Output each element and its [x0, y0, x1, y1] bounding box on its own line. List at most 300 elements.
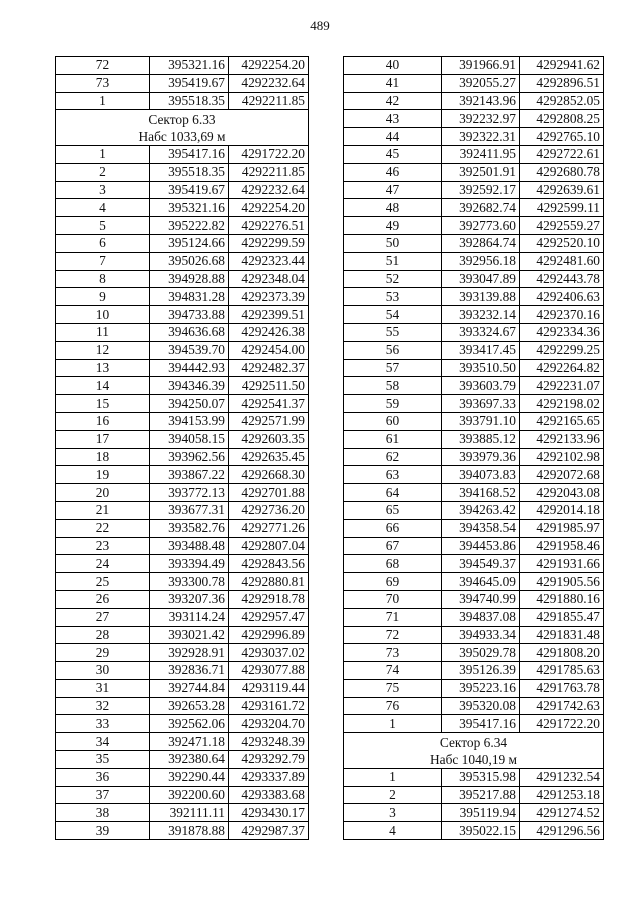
- coordinate-row: [56, 608, 309, 626]
- coordinate-row: [344, 359, 604, 377]
- coordinate-row: [56, 306, 309, 324]
- coordinate-row: [344, 74, 604, 92]
- x-coordinate-cell: 393867.22: [150, 466, 229, 484]
- x-coordinate-cell: 395321.16: [150, 57, 229, 75]
- point-number-cell: 1: [56, 92, 150, 110]
- y-coordinate-cell: 4292373.39: [229, 288, 309, 306]
- point-number-cell: 45: [344, 145, 442, 163]
- coordinate-row: [56, 804, 309, 822]
- y-coordinate-cell: 4292443.78: [520, 270, 604, 288]
- coordinate-row: [344, 555, 604, 573]
- coordinate-row: [344, 57, 604, 75]
- x-coordinate-cell: 392744.84: [150, 679, 229, 697]
- y-coordinate-cell: 4292211.85: [229, 92, 309, 110]
- point-number-cell: 44: [344, 128, 442, 146]
- coordinate-row: [344, 234, 604, 252]
- y-coordinate-cell: 4292771.26: [229, 519, 309, 537]
- point-number-cell: 62: [344, 448, 442, 466]
- x-coordinate-cell: 392928.91: [150, 644, 229, 662]
- y-coordinate-cell: 4291232.54: [520, 768, 604, 786]
- x-coordinate-cell: 395321.16: [150, 199, 229, 217]
- y-coordinate-cell: 4292454.00: [229, 341, 309, 359]
- y-coordinate-cell: 4292852.05: [520, 92, 604, 110]
- x-coordinate-cell: 394346.39: [150, 377, 229, 395]
- y-coordinate-cell: 4293204.70: [229, 715, 309, 733]
- y-coordinate-cell: 4292559.27: [520, 217, 604, 235]
- coordinates-table-right: [343, 56, 604, 840]
- point-number-cell: 17: [56, 430, 150, 448]
- point-number-cell: 61: [344, 430, 442, 448]
- point-number-cell: 6: [56, 234, 150, 252]
- point-number-cell: 75: [344, 679, 442, 697]
- coordinate-row: [344, 786, 604, 804]
- point-number-cell: 56: [344, 341, 442, 359]
- y-coordinate-cell: 4292072.68: [520, 466, 604, 484]
- point-number-cell: 24: [56, 555, 150, 573]
- x-coordinate-cell: 393488.48: [150, 537, 229, 555]
- point-number-cell: 57: [344, 359, 442, 377]
- x-coordinate-cell: 393114.24: [150, 608, 229, 626]
- coordinate-row: [56, 679, 309, 697]
- coordinate-row: [344, 519, 604, 537]
- x-coordinate-cell: 393582.76: [150, 519, 229, 537]
- x-coordinate-cell: 393232.14: [442, 306, 520, 324]
- point-number-cell: 18: [56, 448, 150, 466]
- coordinate-row: [56, 555, 309, 573]
- x-coordinate-cell: 393394.49: [150, 555, 229, 573]
- coordinate-row: [56, 715, 309, 733]
- y-coordinate-cell: 4293161.72: [229, 697, 309, 715]
- x-coordinate-cell: 395320.08: [442, 697, 520, 715]
- x-coordinate-cell: 394250.07: [150, 395, 229, 413]
- y-coordinate-cell: 4292701.88: [229, 484, 309, 502]
- y-coordinate-cell: 4292941.62: [520, 57, 604, 75]
- point-number-cell: 34: [56, 733, 150, 751]
- x-coordinate-cell: 395419.67: [150, 181, 229, 199]
- y-coordinate-cell: 4293430.17: [229, 804, 309, 822]
- point-number-cell: 43: [344, 110, 442, 128]
- coordinate-row: [344, 644, 604, 662]
- point-number-cell: 58: [344, 377, 442, 395]
- point-number-cell: 72: [344, 626, 442, 644]
- coordinate-row: [56, 786, 309, 804]
- x-coordinate-cell: 392773.60: [442, 217, 520, 235]
- point-number-cell: 14: [56, 377, 150, 395]
- y-coordinate-cell: 4292520.10: [520, 234, 604, 252]
- x-coordinate-cell: 394263.42: [442, 501, 520, 519]
- point-number-cell: 55: [344, 323, 442, 341]
- y-coordinate-cell: 4292987.37: [229, 822, 309, 840]
- point-number-cell: 38: [56, 804, 150, 822]
- point-number-cell: 8: [56, 270, 150, 288]
- coordinate-row: [56, 430, 309, 448]
- x-coordinate-cell: 392956.18: [442, 252, 520, 270]
- point-number-cell: 12: [56, 341, 150, 359]
- point-number-cell: 72: [56, 57, 150, 75]
- coordinate-row: [344, 341, 604, 359]
- point-number-cell: 33: [56, 715, 150, 733]
- point-number-cell: 1: [56, 145, 150, 163]
- x-coordinate-cell: 394442.93: [150, 359, 229, 377]
- coordinate-row: [344, 608, 604, 626]
- x-coordinate-cell: 394153.99: [150, 412, 229, 430]
- coordinate-row: [344, 590, 604, 608]
- y-coordinate-cell: 4291742.63: [520, 697, 604, 715]
- point-number-cell: 67: [344, 537, 442, 555]
- x-coordinate-cell: 392200.60: [150, 786, 229, 804]
- y-coordinate-cell: 4292014.18: [520, 501, 604, 519]
- x-coordinate-cell: 395119.94: [442, 804, 520, 822]
- x-coordinate-cell: 392055.27: [442, 74, 520, 92]
- x-coordinate-cell: 392232.97: [442, 110, 520, 128]
- x-coordinate-cell: 393677.31: [150, 501, 229, 519]
- coordinate-row: [344, 715, 604, 733]
- x-coordinate-cell: 393979.36: [442, 448, 520, 466]
- x-coordinate-cell: 395126.39: [442, 662, 520, 680]
- point-number-cell: 59: [344, 395, 442, 413]
- point-number-cell: 65: [344, 501, 442, 519]
- y-coordinate-cell: 4291855.47: [520, 608, 604, 626]
- x-coordinate-cell: 393021.42: [150, 626, 229, 644]
- point-number-cell: 2: [56, 163, 150, 181]
- x-coordinate-cell: 392322.31: [442, 128, 520, 146]
- x-coordinate-cell: 395518.35: [150, 92, 229, 110]
- point-number-cell: 2: [344, 786, 442, 804]
- y-coordinate-cell: 4292323.44: [229, 252, 309, 270]
- x-coordinate-cell: 394168.52: [442, 484, 520, 502]
- coordinate-row: [56, 626, 309, 644]
- x-coordinate-cell: 394645.09: [442, 573, 520, 591]
- coordinate-row: [344, 199, 604, 217]
- x-coordinate-cell: 395417.16: [150, 145, 229, 163]
- y-coordinate-cell: 4292481.60: [520, 252, 604, 270]
- point-number-cell: 48: [344, 199, 442, 217]
- coordinate-row: [56, 573, 309, 591]
- y-coordinate-cell: 4292918.78: [229, 590, 309, 608]
- point-number-cell: 1: [344, 715, 442, 733]
- x-coordinate-cell: 393510.50: [442, 359, 520, 377]
- point-number-cell: 4: [56, 199, 150, 217]
- point-number-cell: 64: [344, 484, 442, 502]
- y-coordinate-cell: 4291253.18: [520, 786, 604, 804]
- x-coordinate-cell: 393772.13: [150, 484, 229, 502]
- x-coordinate-cell: 392653.28: [150, 697, 229, 715]
- coordinate-row: [344, 110, 604, 128]
- coordinate-row: [56, 484, 309, 502]
- point-number-cell: 52: [344, 270, 442, 288]
- point-number-cell: 4: [344, 822, 442, 840]
- coordinate-row: [344, 466, 604, 484]
- point-number-cell: 71: [344, 608, 442, 626]
- y-coordinate-cell: 4292668.30: [229, 466, 309, 484]
- x-coordinate-cell: 395217.88: [442, 786, 520, 804]
- coordinate-row: [344, 270, 604, 288]
- y-coordinate-cell: 4292635.45: [229, 448, 309, 466]
- x-coordinate-cell: 393139.88: [442, 288, 520, 306]
- y-coordinate-cell: 4292043.08: [520, 484, 604, 502]
- coordinate-row: [344, 288, 604, 306]
- y-coordinate-cell: 4292603.35: [229, 430, 309, 448]
- x-coordinate-cell: 392562.06: [150, 715, 229, 733]
- x-coordinate-cell: 393324.67: [442, 323, 520, 341]
- x-coordinate-cell: 392290.44: [150, 768, 229, 786]
- x-coordinate-cell: 395124.66: [150, 234, 229, 252]
- x-coordinate-cell: 391878.88: [150, 822, 229, 840]
- point-number-cell: 35: [56, 751, 150, 769]
- point-number-cell: 21: [56, 501, 150, 519]
- coordinate-row: [56, 181, 309, 199]
- x-coordinate-cell: 394733.88: [150, 306, 229, 324]
- point-number-cell: 68: [344, 555, 442, 573]
- x-coordinate-cell: 393791.10: [442, 412, 520, 430]
- coordinate-row: [56, 341, 309, 359]
- y-coordinate-cell: 4291722.20: [229, 145, 309, 163]
- point-number-cell: 30: [56, 662, 150, 680]
- point-number-cell: 9: [56, 288, 150, 306]
- point-number-cell: 28: [56, 626, 150, 644]
- y-coordinate-cell: 4293383.68: [229, 786, 309, 804]
- coordinate-row: [344, 217, 604, 235]
- y-coordinate-cell: 4292599.11: [520, 199, 604, 217]
- coordinate-row: [56, 448, 309, 466]
- point-number-cell: 63: [344, 466, 442, 484]
- y-coordinate-cell: 4292370.16: [520, 306, 604, 324]
- y-coordinate-cell: 4292639.61: [520, 181, 604, 199]
- coordinate-row: [344, 822, 604, 840]
- y-coordinate-cell: 4292843.56: [229, 555, 309, 573]
- coordinate-row: [56, 377, 309, 395]
- coordinate-row: [344, 484, 604, 502]
- x-coordinate-cell: 393603.79: [442, 377, 520, 395]
- x-coordinate-cell: 392682.74: [442, 199, 520, 217]
- x-coordinate-cell: 394740.99: [442, 590, 520, 608]
- point-number-cell: 60: [344, 412, 442, 430]
- y-coordinate-cell: 4293248.39: [229, 733, 309, 751]
- coordinate-row: [344, 573, 604, 591]
- y-coordinate-cell: 4293119.44: [229, 679, 309, 697]
- x-coordinate-cell: 395029.78: [442, 644, 520, 662]
- coordinate-row: [56, 234, 309, 252]
- x-coordinate-cell: 393047.89: [442, 270, 520, 288]
- y-coordinate-cell: 4292765.10: [520, 128, 604, 146]
- x-coordinate-cell: 393207.36: [150, 590, 229, 608]
- y-coordinate-cell: 4292808.25: [520, 110, 604, 128]
- y-coordinate-cell: 4292406.63: [520, 288, 604, 306]
- point-number-cell: 31: [56, 679, 150, 697]
- point-number-cell: 36: [56, 768, 150, 786]
- y-coordinate-cell: 4292198.02: [520, 395, 604, 413]
- sector-title: Сектор 6.33: [148, 111, 216, 127]
- coordinate-row: [344, 377, 604, 395]
- coordinate-row: [344, 448, 604, 466]
- x-coordinate-cell: 392592.17: [442, 181, 520, 199]
- x-coordinate-cell: 393962.56: [150, 448, 229, 466]
- point-number-cell: 16: [56, 412, 150, 430]
- coordinate-row: [344, 412, 604, 430]
- coordinate-row: [344, 537, 604, 555]
- coordinate-row: [56, 145, 309, 163]
- x-coordinate-cell: 395315.98: [442, 768, 520, 786]
- x-coordinate-cell: 394933.34: [442, 626, 520, 644]
- y-coordinate-cell: 4291808.20: [520, 644, 604, 662]
- sector-header-row: [344, 733, 604, 769]
- y-coordinate-cell: 4292232.64: [229, 74, 309, 92]
- point-number-cell: 10: [56, 306, 150, 324]
- coordinate-row: [56, 199, 309, 217]
- point-number-cell: 41: [344, 74, 442, 92]
- coordinate-row: [344, 501, 604, 519]
- x-coordinate-cell: 393417.45: [442, 341, 520, 359]
- y-coordinate-cell: 4292165.65: [520, 412, 604, 430]
- coordinate-row: [56, 57, 309, 75]
- x-coordinate-cell: 392411.95: [442, 145, 520, 163]
- point-number-cell: 25: [56, 573, 150, 591]
- y-coordinate-cell: 4292231.07: [520, 377, 604, 395]
- y-coordinate-cell: 4291905.56: [520, 573, 604, 591]
- x-coordinate-cell: 394539.70: [150, 341, 229, 359]
- coordinate-row: [344, 662, 604, 680]
- sector-title: Сектор 6.34: [439, 734, 508, 750]
- coordinate-row: [56, 163, 309, 181]
- y-coordinate-cell: 4291296.56: [520, 822, 604, 840]
- x-coordinate-cell: 395022.15: [442, 822, 520, 840]
- y-coordinate-cell: 4292232.64: [229, 181, 309, 199]
- point-number-cell: 22: [56, 519, 150, 537]
- point-number-cell: 32: [56, 697, 150, 715]
- point-number-cell: 49: [344, 217, 442, 235]
- x-coordinate-cell: 392380.64: [150, 751, 229, 769]
- y-coordinate-cell: 4291274.52: [520, 804, 604, 822]
- x-coordinate-cell: 395419.67: [150, 74, 229, 92]
- x-coordinate-cell: 395417.16: [442, 715, 520, 733]
- point-number-cell: 13: [56, 359, 150, 377]
- coordinate-row: [344, 679, 604, 697]
- point-number-cell: 3: [344, 804, 442, 822]
- coordinate-row: [344, 768, 604, 786]
- x-coordinate-cell: 395222.82: [150, 217, 229, 235]
- point-number-cell: 37: [56, 786, 150, 804]
- y-coordinate-cell: 4292299.25: [520, 341, 604, 359]
- point-number-cell: 47: [344, 181, 442, 199]
- point-number-cell: 53: [344, 288, 442, 306]
- x-coordinate-cell: 395223.16: [442, 679, 520, 697]
- coordinate-row: [344, 92, 604, 110]
- coordinate-row: [56, 768, 309, 786]
- coordinate-row: [56, 751, 309, 769]
- y-coordinate-cell: 4292299.59: [229, 234, 309, 252]
- point-number-cell: 1: [344, 768, 442, 786]
- y-coordinate-cell: 4293037.02: [229, 644, 309, 662]
- sector-header: [56, 110, 309, 146]
- x-coordinate-cell: 394058.15: [150, 430, 229, 448]
- x-coordinate-cell: 394073.83: [442, 466, 520, 484]
- coordinate-row: [56, 270, 309, 288]
- y-coordinate-cell: 4292722.61: [520, 145, 604, 163]
- coordinate-row: [56, 644, 309, 662]
- y-coordinate-cell: 4293292.79: [229, 751, 309, 769]
- point-number-cell: 15: [56, 395, 150, 413]
- y-coordinate-cell: 4292426.38: [229, 323, 309, 341]
- point-number-cell: 73: [344, 644, 442, 662]
- x-coordinate-cell: 392501.91: [442, 163, 520, 181]
- x-coordinate-cell: 394928.88: [150, 270, 229, 288]
- point-number-cell: 7: [56, 252, 150, 270]
- coordinate-row: [56, 501, 309, 519]
- y-coordinate-cell: 4292511.50: [229, 377, 309, 395]
- x-coordinate-cell: 394453.86: [442, 537, 520, 555]
- coordinate-row: [56, 537, 309, 555]
- y-coordinate-cell: 4292957.47: [229, 608, 309, 626]
- y-coordinate-cell: 4292896.51: [520, 74, 604, 92]
- x-coordinate-cell: 392111.11: [150, 804, 229, 822]
- point-number-cell: 73: [56, 74, 150, 92]
- x-coordinate-cell: 392143.96: [442, 92, 520, 110]
- coordinate-row: [56, 519, 309, 537]
- x-coordinate-cell: 394831.28: [150, 288, 229, 306]
- y-coordinate-cell: 4291985.97: [520, 519, 604, 537]
- coordinate-row: [56, 733, 309, 751]
- coordinate-row: [56, 288, 309, 306]
- y-coordinate-cell: 4292571.99: [229, 412, 309, 430]
- y-coordinate-cell: 4292102.98: [520, 448, 604, 466]
- point-number-cell: 19: [56, 466, 150, 484]
- coordinate-row: [56, 323, 309, 341]
- x-coordinate-cell: 393885.12: [442, 430, 520, 448]
- point-number-cell: 3: [56, 181, 150, 199]
- y-coordinate-cell: 4291958.46: [520, 537, 604, 555]
- y-coordinate-cell: 4293337.89: [229, 768, 309, 786]
- coordinates-table-left: [55, 56, 309, 840]
- coordinate-row: [344, 145, 604, 163]
- coordinate-row: [344, 395, 604, 413]
- coordinate-row: [56, 217, 309, 235]
- y-coordinate-cell: 4292334.36: [520, 323, 604, 341]
- y-coordinate-cell: 4291831.48: [520, 626, 604, 644]
- x-coordinate-cell: 395518.35: [150, 163, 229, 181]
- coordinate-row: [56, 395, 309, 413]
- y-coordinate-cell: 4292736.20: [229, 501, 309, 519]
- coordinate-row: [344, 430, 604, 448]
- coordinate-row: [344, 181, 604, 199]
- page-number: 489: [310, 18, 330, 33]
- point-number-cell: 23: [56, 537, 150, 555]
- coordinate-row: [56, 822, 309, 840]
- x-coordinate-cell: 393697.33: [442, 395, 520, 413]
- coordinate-row: [56, 252, 309, 270]
- coordinate-row: [56, 74, 309, 92]
- y-coordinate-cell: 4291785.63: [520, 662, 604, 680]
- point-number-cell: 66: [344, 519, 442, 537]
- sector-header-row: [56, 110, 309, 146]
- coordinate-row: [344, 306, 604, 324]
- point-number-cell: 70: [344, 590, 442, 608]
- coordinate-row: [56, 662, 309, 680]
- point-number-cell: 20: [56, 484, 150, 502]
- y-coordinate-cell: 4292264.82: [520, 359, 604, 377]
- sector-area: Набс 1033,69 м: [138, 128, 226, 144]
- y-coordinate-cell: 4292996.89: [229, 626, 309, 644]
- coordinate-row: [56, 359, 309, 377]
- y-coordinate-cell: 4292399.51: [229, 306, 309, 324]
- x-coordinate-cell: 392836.71: [150, 662, 229, 680]
- point-number-cell: 40: [344, 57, 442, 75]
- y-coordinate-cell: 4291880.16: [520, 590, 604, 608]
- x-coordinate-cell: 394549.37: [442, 555, 520, 573]
- y-coordinate-cell: 4292807.04: [229, 537, 309, 555]
- point-number-cell: 5: [56, 217, 150, 235]
- coordinate-row: [344, 128, 604, 146]
- x-coordinate-cell: 391966.91: [442, 57, 520, 75]
